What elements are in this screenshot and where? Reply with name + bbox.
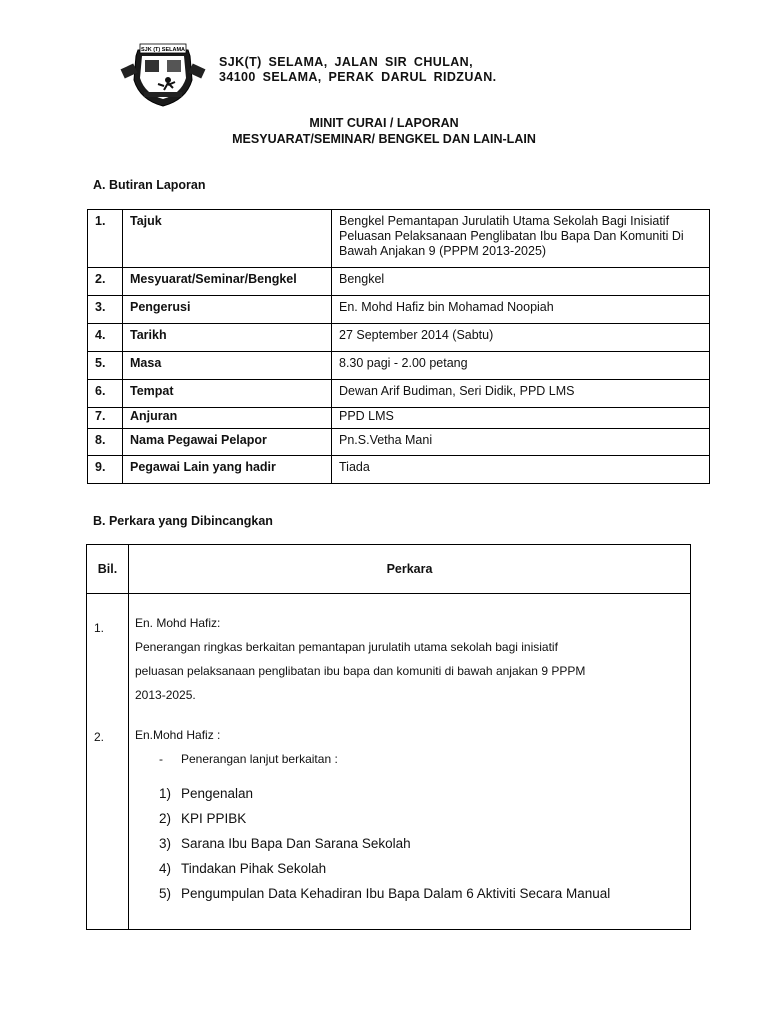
dash-bullet: - xyxy=(159,752,163,766)
document-subtitle: MESYUARAT/SEMINAR/ BENGKEL DAN LAIN-LAIN xyxy=(232,132,536,146)
school-logo xyxy=(118,36,208,108)
list-text: Pengenalan xyxy=(181,786,254,801)
table-row xyxy=(88,352,710,380)
document-title: MINIT CURAI / LAPORAN xyxy=(309,116,459,130)
row-number: 2. xyxy=(88,268,123,296)
row-value: Dewan Arif Budiman, Seri Didik, PPD LMS xyxy=(332,380,710,408)
table-row xyxy=(87,594,691,930)
list-text: Tindakan Pihak Sekolah xyxy=(181,861,327,876)
row-value: Bengkel xyxy=(332,268,710,296)
bil-cell xyxy=(87,594,129,930)
logo-text: SJK (T) SELAMA xyxy=(141,47,185,53)
row-number: 8. xyxy=(88,429,123,456)
list-item xyxy=(135,831,695,856)
paragraph-line: 2013-2025. xyxy=(135,688,196,702)
row-value: Tiada xyxy=(332,456,710,484)
row-label: Anjuran xyxy=(123,408,332,429)
row-label: Mesyuarat/Seminar/Bengkel xyxy=(123,268,332,296)
row-label: Tempat xyxy=(123,380,332,408)
row-number: 3. xyxy=(88,296,123,324)
table-row xyxy=(88,296,710,324)
row-label: Pegawai Lain yang hadir xyxy=(123,456,332,484)
list-number: 5) xyxy=(159,886,172,901)
row-number: 6. xyxy=(88,380,123,408)
list-text: KPI PPIBK xyxy=(181,811,247,826)
row-value: PPD LMS xyxy=(332,408,710,429)
address-line-2: 34100 SELAMA, PERAK DARUL RIDZUAN. xyxy=(219,70,497,84)
row-label: Nama Pegawai Pelapor xyxy=(123,429,332,456)
table-row xyxy=(88,429,710,456)
list-item xyxy=(135,856,695,881)
list-item xyxy=(135,781,695,806)
list-number: 2) xyxy=(159,811,172,826)
speaker: En.Mohd Hafiz : xyxy=(135,728,221,742)
item-1 xyxy=(135,611,695,707)
list-number: 1) xyxy=(159,786,172,801)
row-label: Tajuk xyxy=(123,210,332,268)
table-row xyxy=(88,210,710,268)
row-value: En. Mohd Hafiz bin Mohamad Noopiah xyxy=(332,296,710,324)
discussion-table xyxy=(86,544,691,930)
paragraph-line: Penerangan ringkas berkaitan pemantapan jurulatih utama sekolah bagi inisiatif xyxy=(135,640,558,654)
section-b-heading: B. Perkara yang Dibincangkan xyxy=(93,514,273,528)
school-address xyxy=(219,55,497,85)
item-number: 1. xyxy=(94,621,105,635)
row-value: Bengkel Pemantapan Jurulatih Utama Sekolah Bagi Inisiatif Peluasan Pelaksanaan Penglibatan Ibu Bapa Dan Komuniti Di Bawah Anjakan 9 (PPPM 2013-2025) xyxy=(332,210,710,268)
list-number: 4) xyxy=(159,861,172,876)
table-row xyxy=(88,408,710,429)
perkara-cell xyxy=(129,594,691,930)
row-label: Masa xyxy=(123,352,332,380)
table-row xyxy=(88,268,710,296)
intro-text: Penerangan lanjut berkaitan : xyxy=(181,752,338,766)
row-number: 7. xyxy=(88,408,123,429)
report-details-table xyxy=(87,209,710,484)
intro-line xyxy=(135,747,695,771)
paragraph-line: peluasan pelaksanaan penglibatan ibu bapa dan komuniti di bawah anjakan 9 PPPM xyxy=(135,664,586,678)
list-text: Sarana Ibu Bapa Dan Sarana Sekolah xyxy=(181,836,411,851)
item-2 xyxy=(135,723,695,906)
row-label: Pengerusi xyxy=(123,296,332,324)
item-number: 2. xyxy=(94,730,105,744)
list-item xyxy=(135,881,695,906)
table-header-row xyxy=(87,545,691,594)
list-text: Pengumpulan Data Kehadiran Ibu Bapa Dalam 6 Aktiviti Secara Manual xyxy=(181,886,611,901)
col-bil-header: Bil. xyxy=(87,545,129,594)
col-perkara-header: Perkara xyxy=(129,545,691,594)
row-number: 9. xyxy=(88,456,123,484)
row-value: 27 September 2014 (Sabtu) xyxy=(332,324,710,352)
table-row xyxy=(88,380,710,408)
row-label: Tarikh xyxy=(123,324,332,352)
row-number: 5. xyxy=(88,352,123,380)
row-value: Pn.S.Vetha Mani xyxy=(332,429,710,456)
table-row xyxy=(88,456,710,484)
row-value: 8.30 pagi - 2.00 petang xyxy=(332,352,710,380)
list-item xyxy=(135,806,695,831)
speaker: En. Mohd Hafiz: xyxy=(135,616,221,630)
section-a-heading: A. Butiran Laporan xyxy=(93,178,206,192)
address-line-1: SJK(T) SELAMA, JALAN SIR CHULAN, xyxy=(219,55,473,69)
list-number: 3) xyxy=(159,836,172,851)
table-row xyxy=(88,324,710,352)
row-number: 1. xyxy=(88,210,123,268)
row-number: 4. xyxy=(88,324,123,352)
